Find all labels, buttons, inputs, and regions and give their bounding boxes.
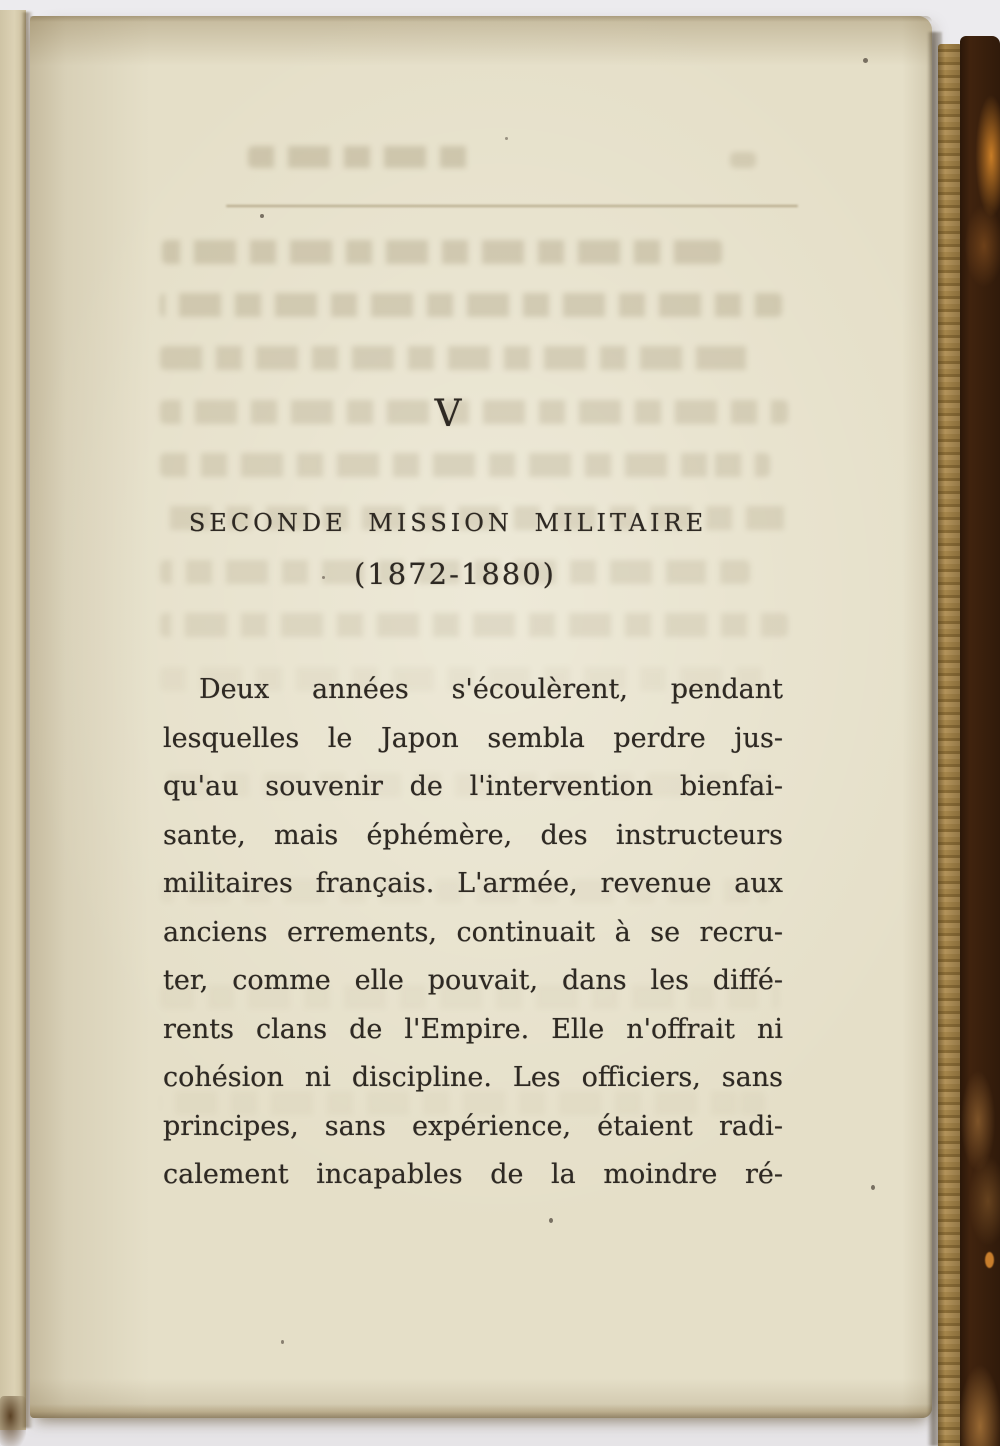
body-line: ter, comme elle pouvait, dans les diffé-: [163, 965, 783, 996]
body-line: rents clans de l'Empire. Elle n'offrait ni: [163, 1013, 783, 1045]
body-line: qu'au souvenir de l'intervention bienfai-: [163, 771, 783, 802]
paper-speck: [505, 137, 508, 140]
paper-speck: [863, 58, 868, 63]
page-top-edge: [30, 16, 932, 22]
body-line: cohésion ni discipline. Les officiers, sans: [163, 1062, 783, 1093]
paper-speck: [871, 1185, 875, 1190]
gutter-bottom-patch: [0, 1396, 26, 1446]
bleed-through-header: [248, 146, 480, 168]
chapter-title: SECONDE MISSION MILITAIRE: [188, 509, 708, 537]
body-line: Deux années s'écoulèrent, pendant: [199, 674, 783, 705]
bleed-through-line: [162, 240, 722, 264]
paper-speck: [549, 1218, 553, 1223]
bleed-through-rule: [226, 205, 798, 207]
body-line: lesquelles le Japon sembla perdre jus-: [163, 722, 783, 754]
body-line: principes, sans expérience, étaient radi-: [163, 1110, 783, 1142]
bleed-through-pagenumber: [730, 152, 756, 168]
body-line: calement incapables de la moindre ré-: [163, 1159, 783, 1190]
body-line: sante, mais éphémère, des instructeurs: [163, 819, 783, 851]
paper-speck: [322, 576, 325, 579]
body-line: militaires français. L'armée, revenue aux: [163, 868, 783, 899]
chapter-date-range: (1872-1880): [353, 557, 557, 591]
body-line: anciens errements, continuait à se recru-: [163, 916, 783, 948]
book-page: [30, 16, 932, 1418]
bleed-through-line: [160, 346, 760, 370]
body-paragraph: [163, 666, 783, 1200]
bleed-through-line: [160, 613, 788, 637]
cover-damage-speck: [985, 1252, 994, 1268]
leather-cover: [960, 36, 1000, 1446]
paper-speck: [281, 1340, 284, 1344]
page-bottom-edge: [30, 1404, 932, 1418]
chapter-number: V: [434, 392, 462, 435]
bleed-through-line: [160, 453, 770, 477]
fore-edge-pages: [938, 44, 962, 1446]
paper-speck: [260, 214, 264, 218]
bleed-through-line: [160, 293, 782, 317]
